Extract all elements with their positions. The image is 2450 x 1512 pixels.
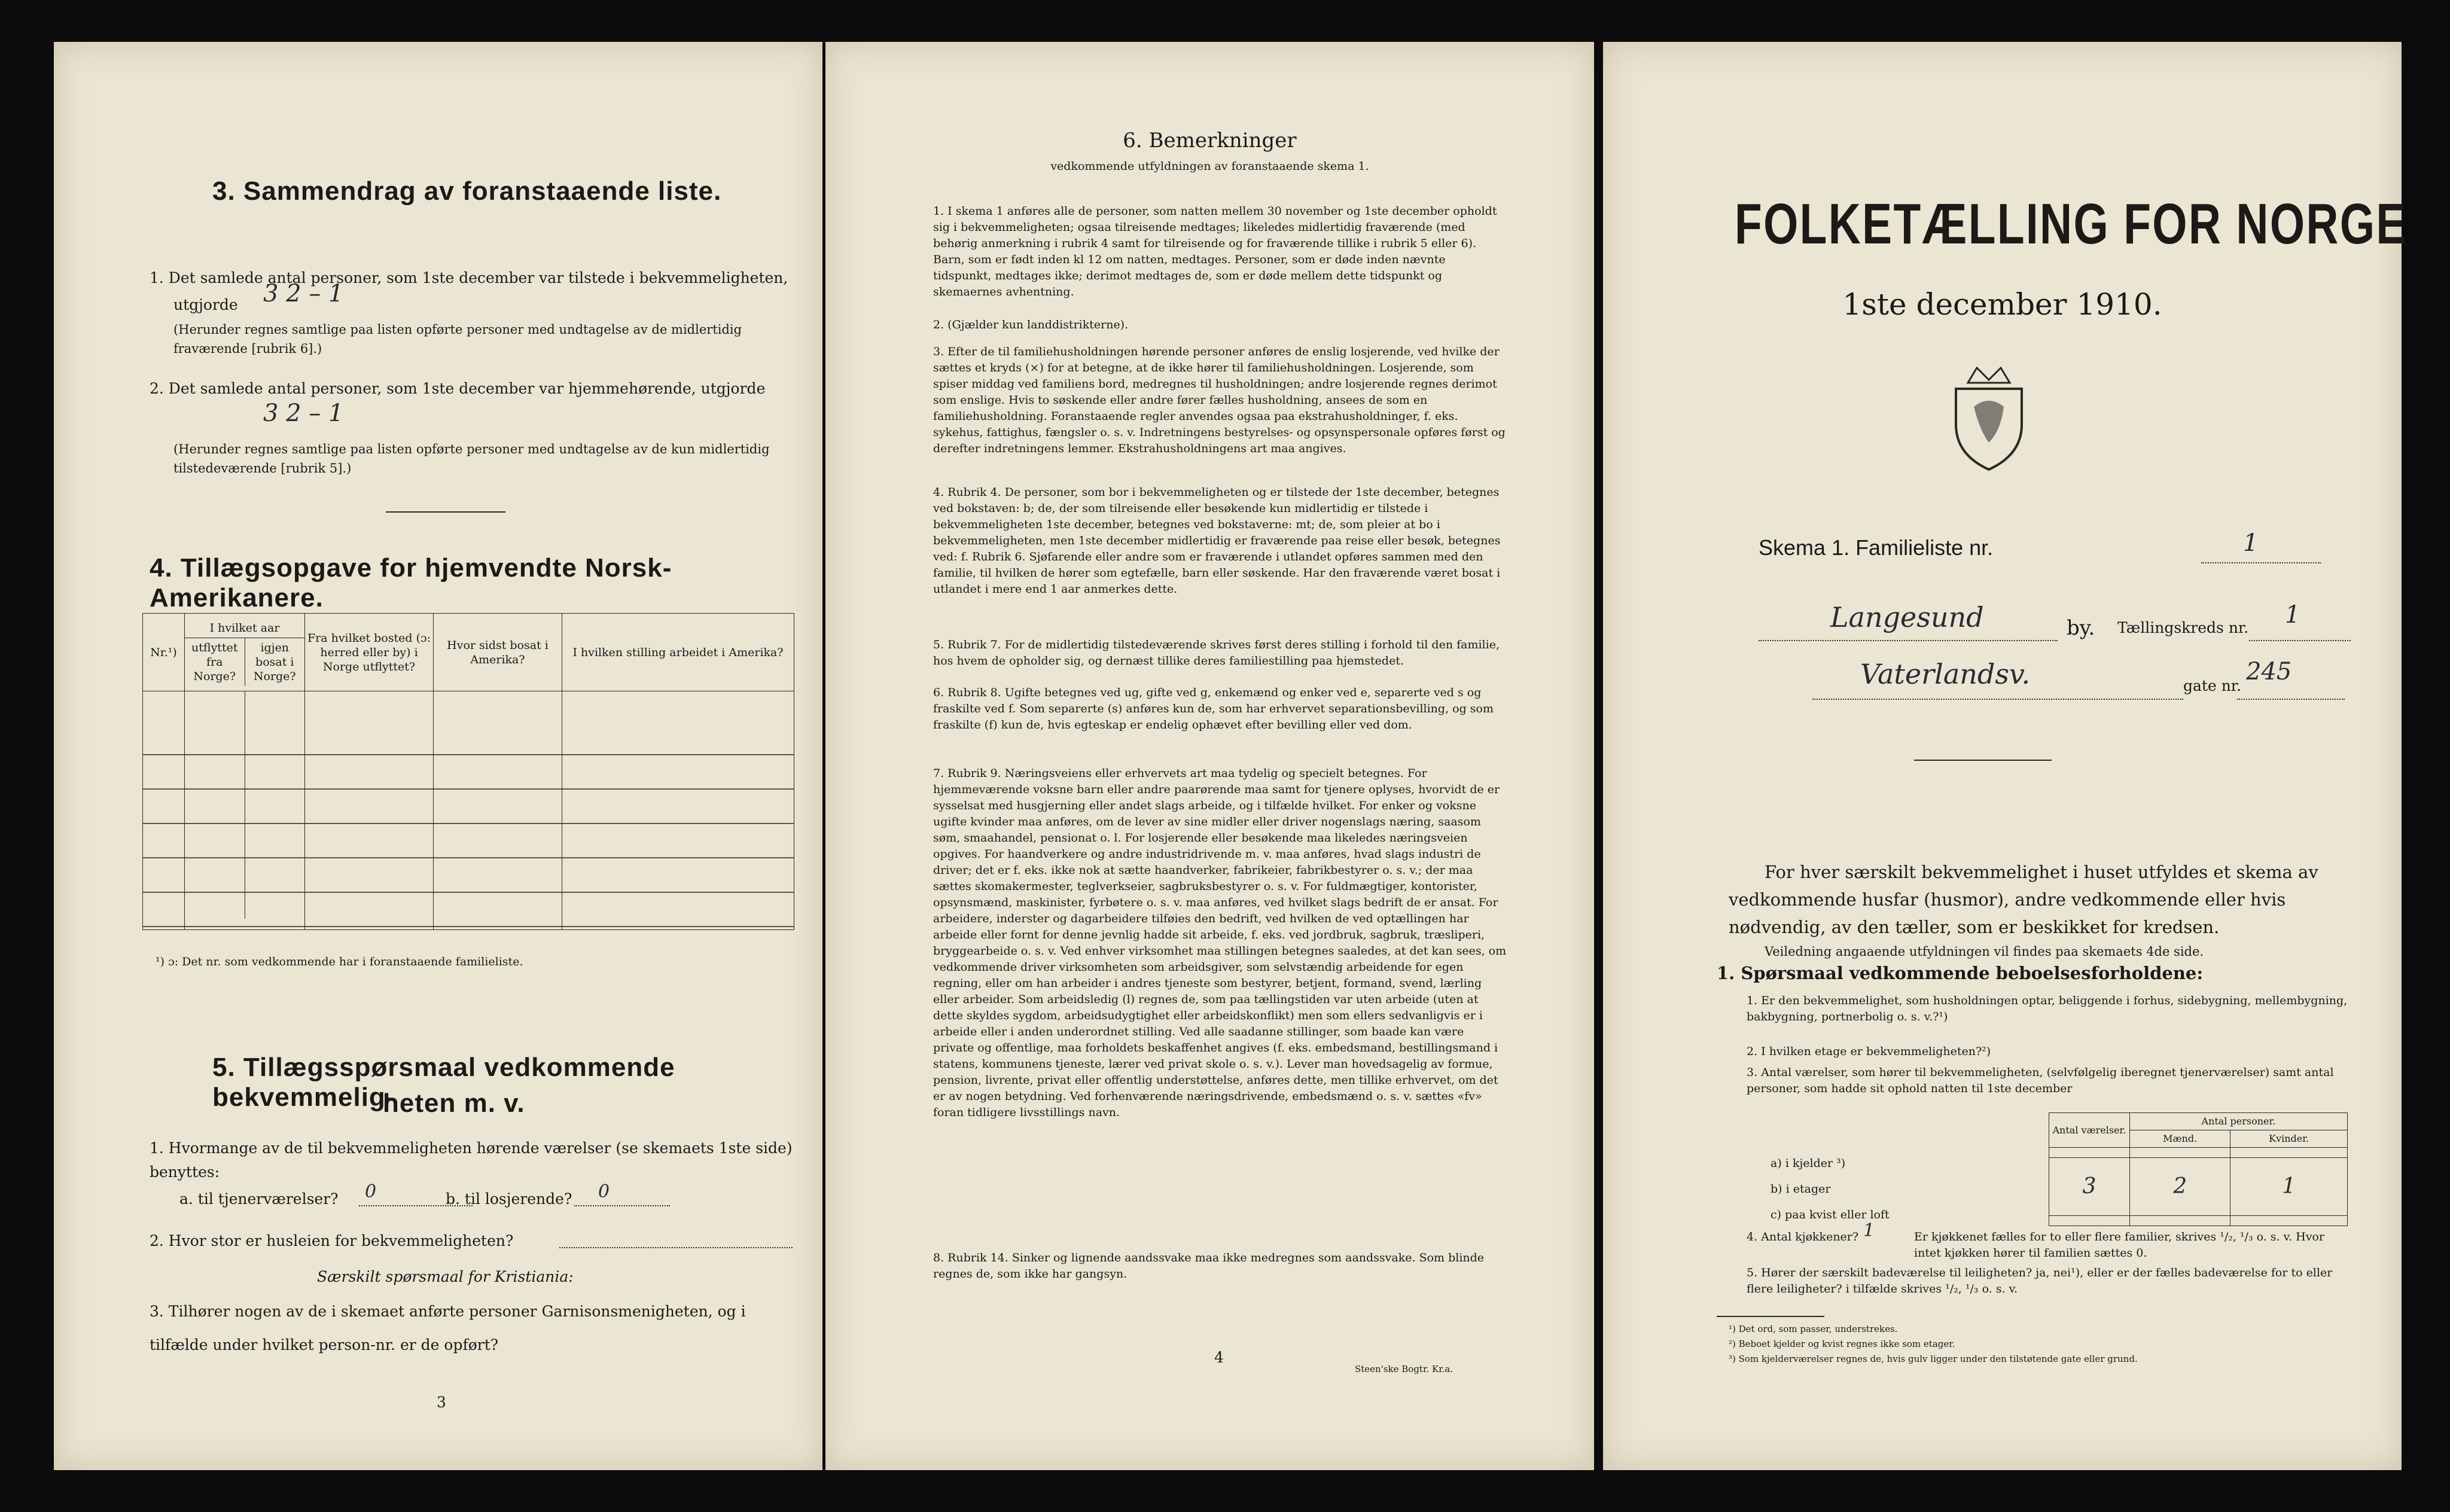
col-men: Mænd. xyxy=(2130,1130,2230,1148)
divider xyxy=(1914,760,2052,761)
col-persons: Antal personer. xyxy=(2130,1113,2348,1130)
sec5-q1b: b. til losjerende? xyxy=(446,1190,572,1208)
sec5-q2: 2. Hvor stor er husleien for bekvemmeligheten? xyxy=(150,1232,514,1249)
col-emigrated: utflyttet fra Norge? xyxy=(185,638,245,686)
col-from-place: Fra hvilket bosted (ɔ: herred eller by) i Norge utflyttet? xyxy=(305,614,434,691)
question-3: 3. Antal værelser, som hører til bekvemmeligheten, (selvfølgelig iberegnet tjenerværelser) samt antal personer, som hadde sit ophold natten til 1ste december xyxy=(1747,1066,2334,1095)
footnote-1: ¹) Det ord, som passer, understrekes. xyxy=(1729,1324,1898,1334)
sec5-special: Særskilt spørsmaal for Kristiania: xyxy=(317,1268,574,1285)
by-label: by. xyxy=(2067,616,2095,640)
remarks-subtitle: vedkommende utfyldningen av foranstaaende skema 1. xyxy=(1050,160,1369,173)
kitchen-count: 1 xyxy=(1863,1220,1875,1241)
street-name: Vaterlandsv. xyxy=(1860,658,2031,690)
section-5-title-2: heten m. v. xyxy=(383,1089,525,1118)
skema-label: Skema 1. Familieliste nr. xyxy=(1759,535,1994,560)
sec5-q1a-value: 0 xyxy=(365,1181,377,1202)
cell xyxy=(2130,1216,2230,1226)
remark-7: 7. Rubrik 9. Næringsveiens eller erhvervets art maa tydelig og specielt betegnes. For hjemmeværende voksne barn eller andre paarørende maa samt for tjenere oplyses, hvorvidt de er sysselsat med husgjerning eller andet slags arbeide, og i tilfælde hvilket. For enker og voksne ugifte kvinder maa anføres, om de lever av sine midler eller driver nogenslags næring, saasom søm, smaahandel, pensionat o. l. For losjerende eller besøkende maa likeledes næringsveien opgives. For haandverkere og andre industridrivende m. v. maa anføres, hvad slags industri de driver; det er f. eks. ikke nok at sætte haandverker, fabrikeier, fabrikbestyrer o. s. v.; der maa sættes skomakermester, teglverkseier, sagbruksbestyrer o. s. v. For fuldmægtiger, kontorister, opsynsmænd, maskinister, fyrbøtere o. s. v. maa anføres, ved hvilket slags bedrift de er ansat. For arbeidere, inderster og dagarbeidere tilføies den bedrift, ved hvilken de ved optællingen har arbeide eller fornt for denne jevnlig hadde sit arbeide, f. eks. ved jordbruk, sagbruk, træsliperi, bryggearbeide o. s. v. Ved enhver virksomhet maa stillingen betegnes saaledes, at det kan sees, om vedkommende driver virksomheten som arbeidsgiver, som selvstændig arbeidende for egen regning, eller om han arbeider i andres tjeneste som bestyrer, betjent, formand, svend, lærling eller arbeider. Som arbeidsledig (l) regnes de, som paa tællingstiden var uten arbeide (uten at dette skyldes sygdom, arbeidsudygtighet eller arbeidskonflikt) men som ellers sedvanligvis er i arbeide eller i anden underordnet stilling. Ved alle saadanne stillinger, som baade kan være private og offentlige, maa forholdets beskaffenhet angives (f. eks. embedsmand, bestillingsmand i statens, kommunens tjeneste, lærer ved privat skole o. s. v.). Lever man hovedsagelig av formue, pension, livrente, privat eller offentlig understøttelse, anføres dette, men tillike erhvervet, om det er av nogen betydning. Ved forhenværende næringsdrivende, embedsmænd o. s. v. sættes «fv» foran tidligere livsstillings navn. xyxy=(933,767,1507,1119)
cell xyxy=(2130,1148,2230,1158)
remark-2: 2. (Gjælder kun landdistrikterne). xyxy=(933,318,1129,331)
col-year-header: I hvilket aar xyxy=(185,618,304,638)
sec3-item2-value: 3 2 – 1 xyxy=(263,400,344,427)
question-4-rest: Er kjøkkenet fælles for to eller flere familier, skrives ¹/₂, ¹/₃ o. s. v. Hvor intet kjøkken hører til familien sættes 0. xyxy=(1914,1230,2324,1260)
gate-number: 245 xyxy=(2246,658,2292,685)
col-returned: igjen bosat i Norge? xyxy=(253,641,296,683)
sec5-q1b-value: 0 xyxy=(598,1181,610,1202)
men-etager: 2 xyxy=(2130,1157,2230,1215)
cell xyxy=(2230,1216,2348,1226)
page-number: 3 xyxy=(437,1394,446,1411)
printer-mark: Steen'ske Bogtr. Kr.a. xyxy=(1355,1364,1453,1374)
sec5-q1: 1. Hvormange av de til bekvemmeligheten hørende værelser (se skemaets 1ste side) benyttes: xyxy=(150,1139,793,1181)
skema-number: 1 xyxy=(2243,529,2259,557)
page-1 xyxy=(1603,42,2408,1470)
cell xyxy=(2230,1148,2348,1158)
town-name: Langesund xyxy=(1830,601,1984,633)
question-5: 5. Hører der særskilt badeværelse til leiligheten? ja, nei¹), eller er der fælles badeværelse for to eller flere leiligheter? i tilfælde skrives ¹/₂, ¹/₃ o. s. v. xyxy=(1747,1266,2333,1295)
col-rooms: Antal værelser. xyxy=(2049,1113,2130,1148)
col-america-job: I hvilken stilling arbeidet i Amerika? xyxy=(562,614,794,691)
table-row-lines xyxy=(142,721,794,927)
census-date: 1ste december 1910. xyxy=(1842,287,2162,322)
question-2: 2. I hvilken etage er bekvemmeligheten?²) xyxy=(1747,1045,1991,1058)
footnote-3: ³) Som kjelderværelser regnes de, hvis gulv ligger under den tilstøtende gate eller grund. xyxy=(1729,1354,2138,1364)
rooms-etager: 3 xyxy=(2049,1157,2130,1215)
row-etager: b) i etager xyxy=(1771,1182,1831,1196)
page-3 xyxy=(54,42,822,1470)
street-line xyxy=(1812,699,2183,700)
main-title: FOLKETÆLLING FOR NORGE xyxy=(1735,192,2408,256)
col-year-group xyxy=(185,614,305,691)
rooms-table xyxy=(2049,1112,2348,1226)
sec4-footnote: ¹) ɔ: Det nr. som vedkommende har i foranstaaende familieliste. xyxy=(156,955,523,968)
footnote-divider xyxy=(1717,1316,1824,1317)
remark-6: 6. Rubrik 8. Ugifte betegnes ved ug, gifte ved g, enkemænd og enker ved e, separerte ved s og fraskilte ved f. Som separerte (s) anføres kun de, som har erhvervet separationsbevilling, og som fraskilte (f) kun de, hvis egteskap er endelig ophævet efter bevilling eller ved dom. xyxy=(933,686,1494,731)
questions-header: 1. Spørsmaal vedkommende beboelsesforholdene: xyxy=(1717,963,2204,983)
col-nr: Nr.¹) xyxy=(143,614,185,691)
sec3-item1-label: utgjorde xyxy=(173,296,238,313)
sec5-q3: 3. Tilhører nogen av de i skemaet anførte personer Garnisonsmenigheten, og i tilfælde under hvilket person-nr. er de opført? xyxy=(150,1303,746,1354)
gate-line xyxy=(2237,699,2345,700)
guide-text: Veiledning angaaende utfyldningen vil findes paa skemaets 4de side. xyxy=(1765,944,2204,959)
section-4-title: 4. Tillægsopgave for hjemvendte Norsk-Amerikanere. xyxy=(150,553,672,612)
sec3-item2: 2. Det samlede antal personer, som 1ste december var hjemmehørende, utgjorde xyxy=(150,380,766,397)
sec3-item1: 1. Det samlede antal personer, som 1ste december var tilstede i bekvemmeligheten, xyxy=(150,269,788,286)
intro-text: For hver særskilt bekvemmelighet i huset utfyldes et skema av vedkommende husfar (husmor), andre vedkommende eller hvis nødvendig, av den tæller, som er beskikket for kredsen. xyxy=(1729,862,2318,937)
remark-1: 1. I skema 1 anføres alle de personer, som natten mellem 30 november og 1ste december opholdt sig i bekvemmeligheten; ogsaa tilreisende medtages; likeledes midlertidig fraværende (med behørig anmerkning i rubrik 4 samt for tilreisende og for fraværende tillike i rubrik 5 eller 6). Barn, som er født inden kl 12 om natten, medtages. Personer, som er døde inden nævnte tidspunkt, medtages ikke; derimot medtages de, som er døde mellem dette tidspunkt og skemaernes avhentning. xyxy=(933,205,1497,298)
question-1: 1. Er den bekvemmelighet, som husholdningen optar, beliggende i forhus, sidebygning, mellembygning, bakbygning, portnerbolig o. s. v.?¹) xyxy=(1747,994,2348,1023)
women-etager: 1 xyxy=(2230,1157,2348,1215)
sec3-item1-value: 3 2 – 1 xyxy=(263,280,344,307)
skema-line xyxy=(2201,562,2321,563)
cell xyxy=(2049,1216,2130,1226)
row-kvist: c) paa kvist eller loft xyxy=(1771,1208,1890,1221)
section-5-title-1: 5. Tillægsspørsmaal vedkommende bekvemmelig- xyxy=(212,1053,675,1112)
remark-3: 3. Efter de til familiehusholdningen hørende personer anføres de enslig losjerende, ved hvilke der sættes et kryds (×) for at betegne, at de ikke hører til familiehusholdningen. Losjerende, som spiser middag ved familiens bord, medregnes til husholdningen; andre losjerende regnes derimot som enslige. Hvis to søskende eller andre fører fælles husholdning, ansees de som en familiehusholdning. Foranstaaende regler anvendes ogsaa paa ekstrahusholdninger, f. eks. sykehus, fattighus, fængsler o. s. v. Indretningens bestyrelses- og opsynspersonale opføres først og derefter indretningens lemmer. Ekstrahusholdningens art maa angives. xyxy=(933,345,1506,455)
town-line xyxy=(1759,640,2058,641)
remark-5: 5. Rubrik 7. For de midlertidig tilstedeværende skrives først deres stilling i forhold til den familie, hos hvem de opholder sig, og dernæst tillike deres familiestilling paa hjemstedet. xyxy=(933,638,1500,667)
coat-of-arms-icon xyxy=(1944,359,2034,472)
footnote-2: ²) Beboet kjelder og kvist regnes ikke som etager. xyxy=(1729,1339,1955,1349)
gate-label: gate nr. xyxy=(2183,677,2241,694)
kreds-number: 1 xyxy=(2285,601,2300,629)
col-women: Kvinder. xyxy=(2230,1130,2348,1148)
row-kjelder: a) i kjelder ³) xyxy=(1771,1157,1846,1170)
section-3-title: 3. Sammendrag av foranstaaende liste. xyxy=(212,176,722,206)
sec3-item1-note: (Herunder regnes samtlige paa listen opførte personer med undtagelse av de midlertidig fraværende [rubrik 6].) xyxy=(173,322,742,356)
sec3-item2-note: (Herunder regnes samtlige paa listen opførte personer med undtagelse av de kun midlertidig tilstedeværende [rubrik 5].) xyxy=(173,442,770,475)
remark-4: 4. Rubrik 4. De personer, som bor i bekvemmeligheten og er tilstede der 1ste december, betegnes ved bokstaven: b; de, der som tilreisende eller besøkende kun midlertidig er tilstede i bekvemmeligheten 1ste december, betegnes ved bokstaverne: mt; de, som pleier at bo i bekvemmeligheten, men 1ste december midlertidig er fraværende paa reise eller besøk, betegnes ved: f. Rubrik 6. Sjøfarende eller andre som er fraværende i utlandet opføres sammen med den familie, til hvilken de hører som egtefælle, barn eller søskende. Har den fraværende været bosat i utlandet i mere end 1 aar anmerkes dette. xyxy=(933,486,1501,596)
page-4 xyxy=(825,42,1594,1470)
col-america-place: Hvor sidst bosat i Amerika? xyxy=(434,614,562,691)
cell xyxy=(2049,1148,2130,1158)
remarks-title: 6. Bemerkninger xyxy=(1123,129,1297,153)
divider xyxy=(386,511,505,513)
kreds-label: Tællingskreds nr. xyxy=(2117,619,2249,636)
sec5-q1a: a. til tjenerværelser? xyxy=(179,1190,339,1208)
page-number: 4 xyxy=(1214,1349,1224,1366)
kreds-line xyxy=(2249,640,2351,641)
question-4: 4. Antal kjøkkener? xyxy=(1747,1230,1859,1243)
q1b-line xyxy=(574,1205,670,1206)
q2-line xyxy=(559,1247,793,1248)
remark-8: 8. Rubrik 14. Sinker og lignende aandssvake maa ikke medregnes som aandssvake. Som blinde regnes de, som ikke har gangsyn. xyxy=(933,1251,1485,1281)
